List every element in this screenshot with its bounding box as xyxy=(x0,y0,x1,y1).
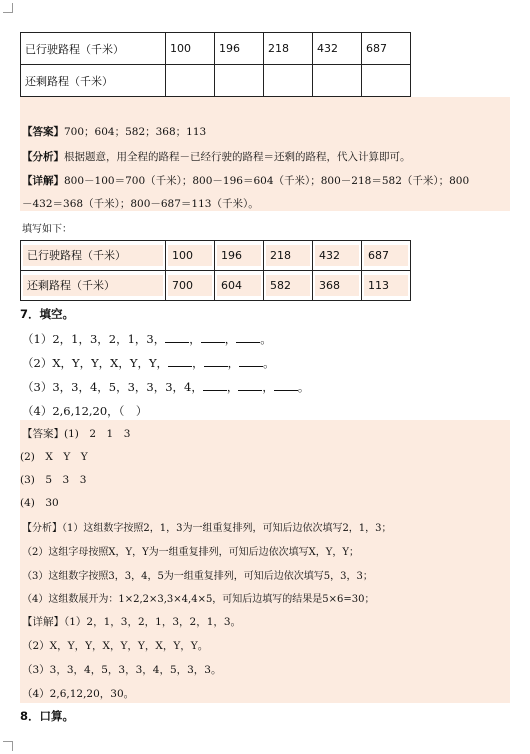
table-cell xyxy=(264,271,313,301)
answer-blank[interactable] xyxy=(236,332,260,343)
answer-tag: 【答案】 xyxy=(22,126,64,138)
table-cell xyxy=(166,271,215,301)
row-header xyxy=(21,241,166,271)
answer-text: 700；604；582；368；113 xyxy=(64,126,207,138)
table-cell xyxy=(313,241,362,271)
table-cell: 100 xyxy=(166,33,215,65)
row-header-text: 还剩路程（千米） xyxy=(23,275,163,296)
table-cell: 196 xyxy=(215,33,264,65)
answer2-line: （4）2,6,12,20，30。 xyxy=(22,688,135,700)
answer-blank[interactable] xyxy=(204,356,228,367)
cell-text: 368 xyxy=(315,275,359,296)
analysis-tag: 【分析】 xyxy=(22,151,64,163)
answer-blank[interactable] xyxy=(203,380,227,391)
answer2-line: (2) X Y Y xyxy=(20,451,88,463)
distance-table-question xyxy=(20,32,411,97)
analysis-line xyxy=(22,149,411,164)
table-cell: 687 xyxy=(362,33,411,65)
item-end: 。 xyxy=(260,332,272,346)
distance-table-answer xyxy=(20,240,411,301)
answer2-line: （3）这组数字按照3，3，4，5为一组重复排列，可知后边依次填写5，3，3； xyxy=(22,571,373,582)
table-row xyxy=(21,241,411,271)
detail-text: 800－100＝700（千米）；800－196＝604（千米）；800－218＝582（千米）；800 xyxy=(64,175,470,187)
answer-blank[interactable] xyxy=(238,380,262,391)
answer2-line: 【详解】（1）2，1，3，2，1，3，2，1，3。 xyxy=(22,616,242,628)
answer2-line: 【答案】(1) 2 1 3 xyxy=(22,428,131,440)
answer2-line: (3) 5 3 3 xyxy=(20,474,87,486)
item-text: （3）3，3，4，5，3，3，3，4， xyxy=(22,380,203,394)
table-row xyxy=(21,271,411,301)
table-cell: 218 xyxy=(264,33,313,65)
question-8-title: 8．口算。 xyxy=(20,709,75,723)
table-cell: 432 xyxy=(313,33,362,65)
cell-text: 582 xyxy=(266,275,310,296)
answer2-line: (4) 30 xyxy=(20,497,59,509)
cell-text: 432 xyxy=(315,245,359,266)
table-cell xyxy=(166,65,215,97)
answer-line xyxy=(22,124,206,139)
cell-text: 196 xyxy=(217,245,261,266)
item-end: 。 xyxy=(297,380,310,394)
question-7-item-2: （2）X，Y，Y，X，Y，Y， ， ， 。 xyxy=(22,356,275,370)
table-cell xyxy=(166,241,215,271)
table-cell xyxy=(362,271,411,301)
table-cell xyxy=(313,271,362,301)
table-cell xyxy=(362,241,411,271)
row-header-text: 已行驶路程（千米） xyxy=(23,245,163,266)
table-cell xyxy=(215,65,264,97)
answer-blank[interactable] xyxy=(201,332,225,343)
item-text: （1）2，1，3，2，1，3， xyxy=(22,332,166,346)
table-row xyxy=(21,65,411,97)
answer-blank[interactable] xyxy=(165,332,189,343)
corner-mark-bottom-left xyxy=(3,741,13,751)
table-cell xyxy=(264,241,313,271)
answer2-line: （2）这组字母按照X，Y，Y为一组重复排列，可知后边依次填写X，Y，Y； xyxy=(22,547,360,558)
table-cell xyxy=(215,271,264,301)
cell-text: 700 xyxy=(168,275,212,296)
cell-text: 113 xyxy=(364,275,408,296)
row-header xyxy=(21,271,166,301)
analysis-text: 根据题意，用全程的路程－已经行驶的路程＝还剩的路程，代入计算即可。 xyxy=(64,151,411,163)
table-row xyxy=(21,33,411,65)
answer-blank[interactable] xyxy=(239,356,263,367)
question-7-item-4: （4）2,6,12,20，（ ） xyxy=(22,404,148,418)
answer-blank[interactable] xyxy=(274,380,298,391)
cell-text: 100 xyxy=(168,245,212,266)
row-header: 已行驶路程（千米） xyxy=(21,33,166,65)
detail-line xyxy=(22,173,469,188)
item-text: （2）X，Y，Y，X，Y，Y， xyxy=(22,356,169,370)
question-7-title: 7．填空。 xyxy=(20,307,75,321)
cell-text: 218 xyxy=(266,245,310,266)
answer-blank[interactable] xyxy=(168,356,192,367)
question-7-item-1: （1）2，1，3，2，1，3， ， ， 。 xyxy=(22,332,272,346)
detail-tag: 【详解】 xyxy=(22,175,64,187)
detail-line-continued: －432＝368（千米）；800－687＝113（千米）。 xyxy=(22,198,259,210)
table-cell xyxy=(215,241,264,271)
item-end: 。 xyxy=(263,356,275,370)
table-cell xyxy=(264,65,313,97)
table-cell xyxy=(362,65,411,97)
answer-block-2 xyxy=(20,420,510,703)
cell-text: 687 xyxy=(364,245,408,266)
answer2-line: （2）X，Y，Y，X，Y，Y，X，Y，Y。 xyxy=(22,640,209,652)
question-7-item-3: （3）3，3，4，5，3，3，3，4， ， ， 。 xyxy=(22,380,310,394)
table-cell xyxy=(313,65,362,97)
row-header: 还剩路程（千米） xyxy=(21,65,166,97)
answer2-line: 【分析】（1）这组数字按照2，1，3为一组重复排列，可知后边依次填写2，1，3； xyxy=(22,523,392,534)
answer2-line: （4）这组数展开为：1×2,2×3,3×4,4×5，可知后边填写的结果是5×6=30； xyxy=(22,594,375,605)
answer2-line: （3）3，3，4，5，3，3，4，5，3，3。 xyxy=(22,664,222,676)
fill-note: 填写如下： xyxy=(22,224,72,235)
cell-text: 604 xyxy=(217,275,261,296)
corner-mark-top-left xyxy=(3,3,13,13)
